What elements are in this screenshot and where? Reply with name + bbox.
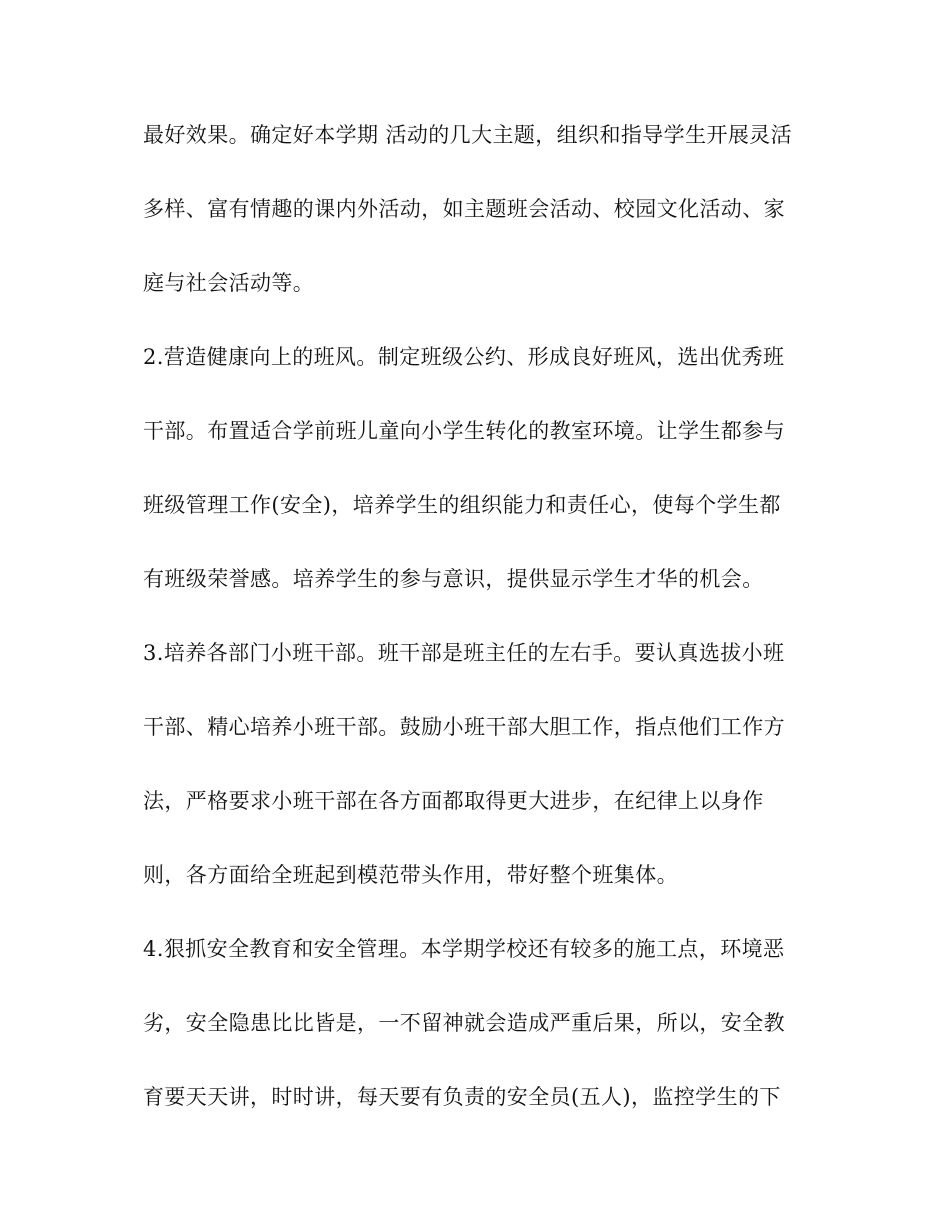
text-line: 则，各方面给全班起到模范带头作用，带好整个班集体。 [143, 863, 678, 887]
text-line: 3.培养各部门小班干部。班干部是班主任的左右手。要认真选拔小班 [143, 641, 785, 665]
text-line: 有班级荣誉感。培养学生的参与意识，提供显示学生才华的机会。 [143, 567, 764, 591]
text-line: 多样、富有情趣的课内外活动，如主题班会活动、校园文化活动、家 [143, 197, 785, 221]
text-line: 干部。布置适合学前班儿童向小学生转化的教室环境。让学生都参与 [143, 419, 785, 443]
body-text [143, 118, 813, 1154]
text-line: 最好效果。确定好本学期 活动的几大主题，组织和指导学生开展灵活 [143, 123, 793, 147]
text-line: 2.营造健康向上的班风。制定班级公约、形成良好班风，选出优秀班 [143, 345, 785, 369]
text-line: 班级管理工作(安全)，培养学生的组织能力和责任心，使每个学生都 [143, 493, 781, 517]
text-line: 干部、精心培养小班干部。鼓励小班干部大胆工作，指点他们工作方 [143, 715, 785, 739]
text-line: 4.狠抓安全教育和安全管理。本学期学校还有较多的施工点，环境恶 [143, 937, 785, 961]
text-line: 劣，安全隐患比比皆是，一不留神就会造成严重后果，所以，安全教 [143, 1011, 785, 1035]
text-line: 庭与社会活动等。 [143, 271, 315, 295]
text-line: 法，严格要求小班干部在各方面都取得更大进步，在纪律上以身作 [143, 789, 764, 813]
text-line: 育要天天讲，时时讲，每天要有负责的安全员(五人)，监控学生的下 [143, 1085, 781, 1109]
